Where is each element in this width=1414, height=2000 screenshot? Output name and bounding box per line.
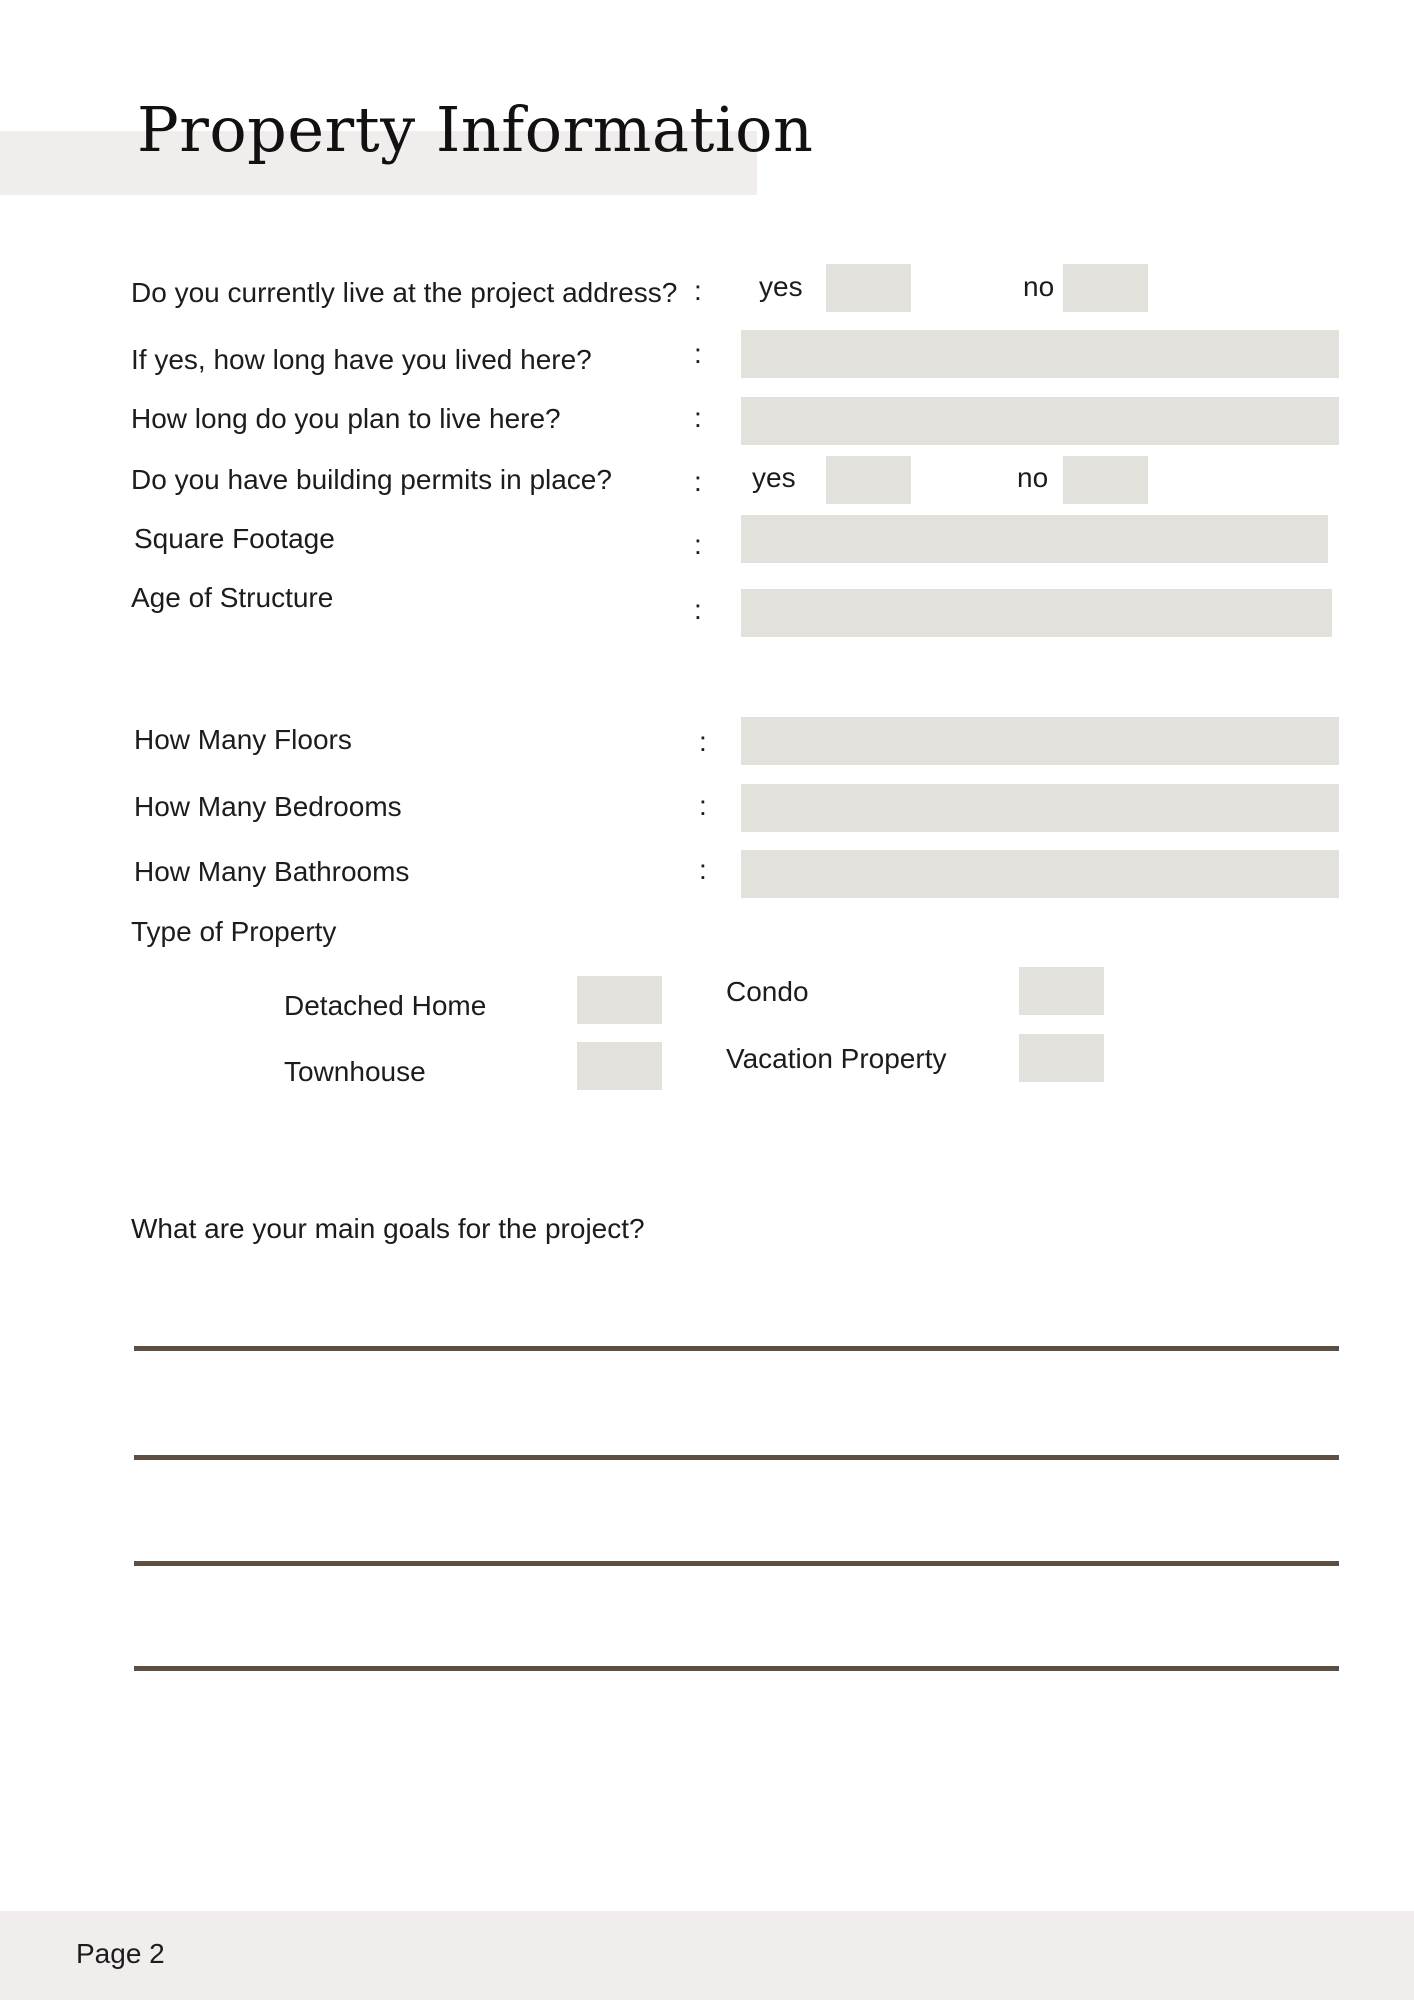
live-at-address-no-checkbox[interactable] [1063,264,1148,312]
goals-answer-line-3[interactable] [134,1561,1339,1566]
how-long-lived-label: If yes, how long have you lived here? [131,344,592,375]
colon-separator: : [699,790,707,821]
colon-separator: : [694,275,702,306]
building-permits-yes-label: yes [752,462,796,493]
building-permits-label: Do you have building permits in place? [131,464,612,495]
vacation-property-label: Vacation Property [726,1043,947,1074]
condo-checkbox[interactable] [1019,967,1104,1015]
footer-band [0,1911,1414,2000]
colon-separator: : [694,466,702,497]
building-permits-no-checkbox[interactable] [1063,456,1148,504]
age-of-structure-label: Age of Structure [131,582,334,613]
plan-to-live-label: How long do you plan to live here? [131,403,561,434]
plan-to-live-field[interactable] [741,397,1339,445]
colon-separator: : [694,402,702,433]
goals-label: What are your main goals for the project? [131,1213,645,1244]
how-long-lived-field[interactable] [741,330,1339,378]
bathrooms-field[interactable] [741,850,1339,898]
colon-separator: : [694,338,702,369]
property-type-label: Type of Property [131,916,337,947]
townhouse-checkbox[interactable] [577,1042,662,1090]
goals-answer-line-2[interactable] [134,1455,1339,1460]
live-at-address-yes-checkbox[interactable] [826,264,911,312]
page-number: Page 2 [76,1938,165,1969]
floors-label: How Many Floors [134,724,352,755]
bedrooms-label: How Many Bedrooms [134,791,402,822]
vacation-property-checkbox[interactable] [1019,1034,1104,1082]
live-at-address-no-label: no [1023,271,1055,302]
square-footage-label: Square Footage [134,523,335,554]
goals-answer-line-1[interactable] [134,1346,1339,1351]
colon-separator: : [699,726,707,757]
detached-home-label: Detached Home [284,990,487,1021]
building-permits-no-label: no [1017,462,1049,493]
building-permits-yes-checkbox[interactable] [826,456,911,504]
square-footage-field[interactable] [741,515,1328,563]
colon-separator: : [694,529,702,560]
bathrooms-label: How Many Bathrooms [134,856,410,887]
page-title: Property Information [137,93,814,166]
live-at-address-yes-label: yes [759,271,803,302]
age-of-structure-field[interactable] [741,589,1332,637]
detached-home-checkbox[interactable] [577,976,662,1024]
live-at-address-label: Do you currently live at the project address? [131,277,678,308]
floors-field[interactable] [741,717,1339,765]
condo-label: Condo [726,976,809,1007]
bedrooms-field[interactable] [741,784,1339,832]
colon-separator: : [694,594,702,625]
colon-separator: : [699,854,707,885]
townhouse-label: Townhouse [284,1056,426,1087]
goals-answer-line-4[interactable] [134,1666,1339,1671]
